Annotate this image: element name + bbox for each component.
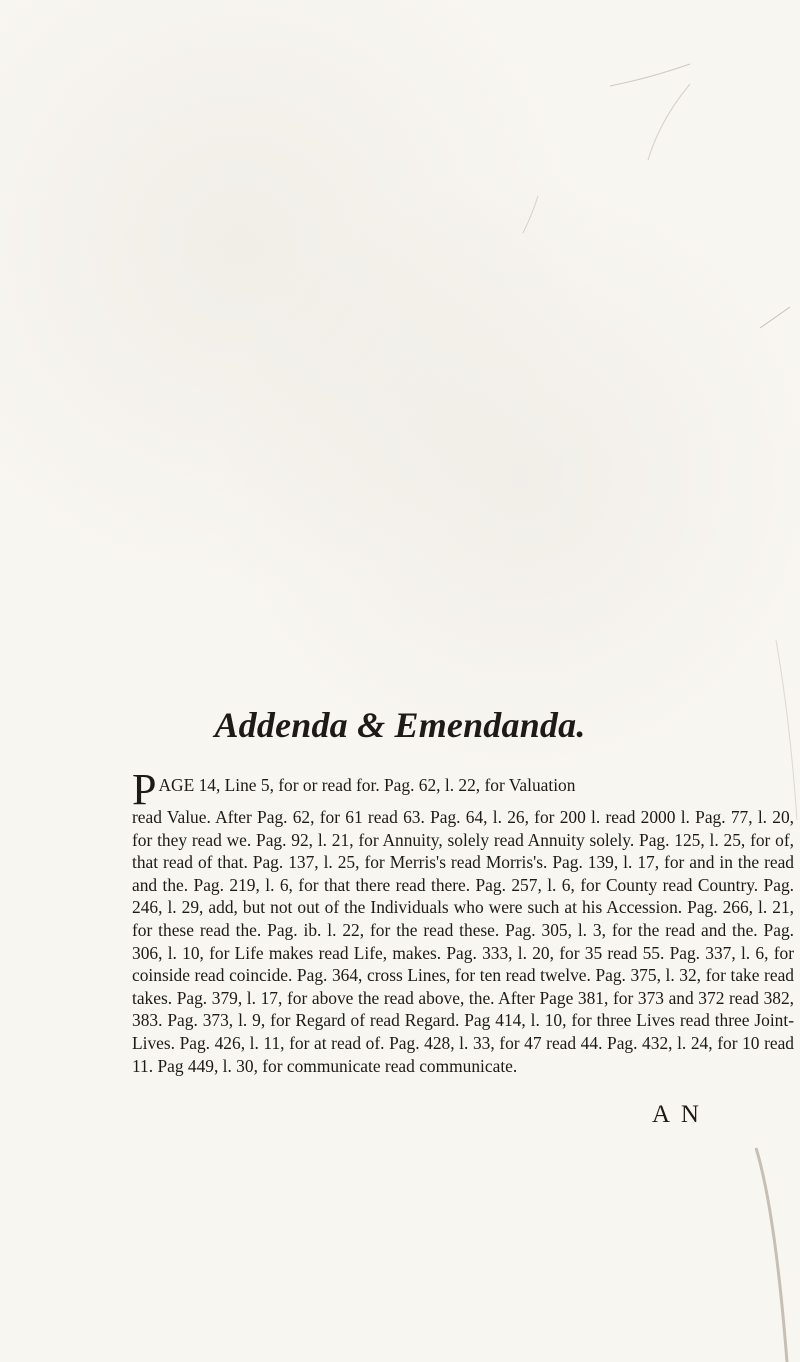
page-heading: Addenda & Emendanda. [214,705,586,745]
drop-cap: P [132,765,157,814]
errata-paragraph: read Value. After Pag. 62, for 61 read 63. Pag. 64, l. 26, for 200 l. read 2000 l. Pag. 77, l. 20, for they read we. Pag. 92, l. 21, for Annuity, solely read Annuity solely. Pag. 125, l. 25, for of, that read of that. Pag. 137, l. 25, for Merris's read Morris's. Pag. 139, l. 17, for and in the read and the. Pag. 219, l. 6, for that there read there. Pag. 257, l. 6, for County read Country. Pag. 246, l. 29, add, but not out of the Individuals who were such at his Accession. Pag. 266, l. 21, for these read the. Pag. ib. l. 22, for the read these. Pag. 305, l. 3, for the read and the. Pag. 306, l. 10, for Life makes read Life, makes. Pag. 333, l. 20, for 35 read 55. Pag. 337, l. 6, for coinside read coincide. Pag. 364, cross Lines, for ten read twelve. Pag. 375, l. 32, for take read takes. Pag. 379, l. 17, for above the read above, the. After Page 381, for 373 and 372 read 382, 383. Pag. 373, l. 9, for Regard of read Regard. Pag 414, l. 10, for three Lives read three Joint-Lives. Pag. 426, l. 11, for at read of. Pag. 428, l. 33, for 47 read 44. Pag. 432, l. 24, for 10 read 11. Pag 449, l. 30, for communicate read communicate. [132,807,794,1076]
scan-stroke [648,84,690,160]
scan-stroke [610,64,690,86]
first-line-text: AGE 14, Line 5, for or read for. Pag. 62, l. 22, for Valuation [158,775,576,795]
errata-first-line [132,765,794,814]
errata-text [132,765,794,1077]
catchword: A N [652,1101,702,1128]
scan-stroke [760,307,790,328]
scan-stroke [756,1148,787,1362]
scan-stroke [523,196,538,233]
